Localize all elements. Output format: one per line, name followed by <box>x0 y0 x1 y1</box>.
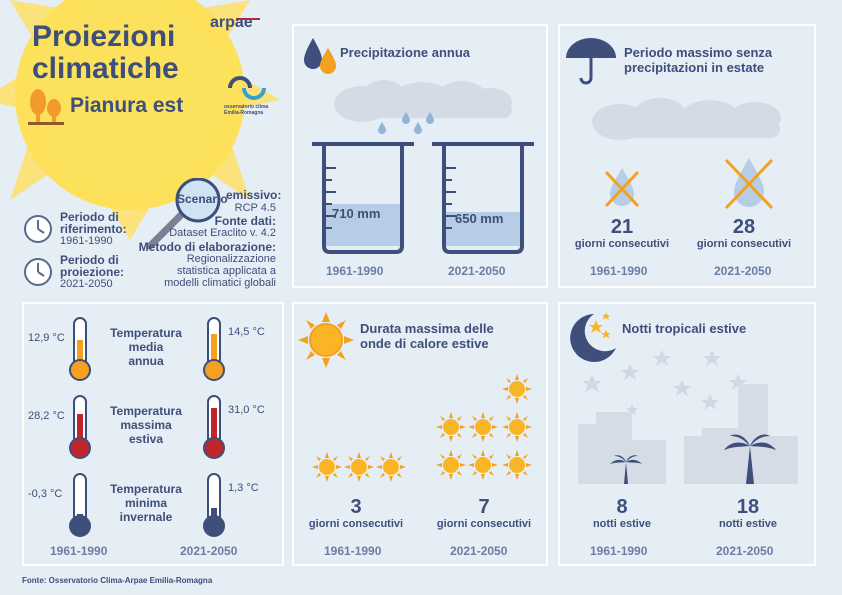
thermometer-icon <box>68 472 92 538</box>
trees-icon <box>26 86 66 128</box>
nights-year-2021: 2021-2050 <box>716 544 774 558</box>
sun-icon <box>468 450 498 485</box>
proj-label-1: Periodo di <box>60 253 119 267</box>
precip-value-2021: 650 mm <box>455 211 504 226</box>
no-drop-icon-2021 <box>722 156 776 212</box>
precip-value-1961: 710 mm <box>332 206 381 221</box>
scenario-badge: Scenario <box>177 192 228 206</box>
nights-value-2021: 18 <box>736 496 760 518</box>
sun-icon <box>376 452 406 487</box>
dry-unit-1961: giorni consecutivi <box>574 238 670 250</box>
temp-value-1961: -0,3 °C <box>28 488 63 500</box>
temp-label-2: media <box>128 340 164 354</box>
thermometer-icon <box>202 394 226 460</box>
temp-label-3: annua <box>128 354 164 368</box>
metodo-line2: statistica applicata a <box>176 265 276 277</box>
sun-icon <box>312 452 342 487</box>
footer-source: Fonte: Osservatorio Clima-Arpae Emilia-Romagna <box>22 576 213 585</box>
night-city-illustration <box>572 344 808 488</box>
dry-value-2021: 28 <box>732 216 756 238</box>
dry-unit-2021: giorni consecutivi <box>696 238 792 250</box>
nights-unit-2021: notti estive <box>718 518 778 530</box>
umbrella-icon <box>564 36 618 86</box>
osservatorio-logo-text: osservatorio clima Emilia-Romagna <box>224 104 269 116</box>
dry-year-2021: 2021-2050 <box>714 264 772 278</box>
heat-unit-2021: giorni consecutivi <box>436 518 532 530</box>
sun-icon <box>502 412 532 447</box>
temp-label-1: Temperatura <box>110 404 182 418</box>
temp-value-2021: 31,0 °C <box>228 404 265 416</box>
temp-value-2021: 1,3 °C <box>228 482 259 494</box>
temp-label-1: Temperatura <box>110 482 182 496</box>
heat-unit-1961: giorni consecutivi <box>308 518 404 530</box>
scenario-value: RCP 4.5 <box>234 202 276 214</box>
scenario-label: emissivo: <box>226 188 282 202</box>
nights-year-1961: 1961-1990 <box>590 544 648 558</box>
beaker-2021 <box>428 138 538 256</box>
heat-value-1961: 3 <box>350 496 362 518</box>
sun-icon <box>468 412 498 447</box>
precip-year-2021: 2021-2050 <box>448 264 506 278</box>
sun-icon <box>298 312 354 368</box>
rif-label-2: riferimento: <box>60 222 127 236</box>
temp-label-3: estiva <box>128 432 164 446</box>
temp-label-2: massima <box>120 418 172 432</box>
temp-value-2021: 14,5 °C <box>228 326 265 338</box>
precip-year-1961: 1961-1990 <box>326 264 384 278</box>
fonte-label: Fonte dati: <box>214 214 276 228</box>
sun-icon <box>502 450 532 485</box>
temp-value-1961: 12,9 °C <box>28 332 65 344</box>
temp-year-2021: 2021-2050 <box>180 544 238 558</box>
drops-icon <box>300 34 340 78</box>
metodo-line3: modelli climatici globali <box>164 277 276 289</box>
metodo-line1: Regionalizzazione <box>186 253 276 265</box>
no-drop-icon-1961 <box>602 166 642 210</box>
cloud-icon-2 <box>580 96 800 150</box>
thermometer-icon <box>68 394 92 460</box>
nights-value-1961: 8 <box>616 496 628 518</box>
metodo-label: Metodo di elaborazione: <box>138 240 276 254</box>
fonte-value: Dataset Eraclito v. 4.2 <box>169 227 276 239</box>
dry-value-1961: 21 <box>610 216 634 238</box>
cloud-icon <box>322 78 522 138</box>
sun-icon <box>344 452 374 487</box>
thermometer-icon <box>202 316 226 382</box>
rif-value: 1961-1990 <box>60 235 113 247</box>
dry-year-1961: 1961-1990 <box>590 264 648 278</box>
heat-title-2: onde di calore estive <box>360 336 489 351</box>
nights-unit-1961: notti estive <box>592 518 652 530</box>
precip-title: Precipitazione annua <box>340 45 471 60</box>
nights-title: Notti tropicali estive <box>622 321 747 336</box>
arpae-logo-text: arpae <box>210 14 253 31</box>
title-line1: Proiezioni <box>32 20 176 53</box>
heat-year-1961: 1961-1990 <box>324 544 382 558</box>
rif-label-1: Periodo di <box>60 210 119 224</box>
sun-icon <box>502 374 532 409</box>
temp-label-2: minima <box>124 496 167 510</box>
title-line2: climatiche <box>32 52 179 85</box>
sun-icon <box>436 412 466 447</box>
proj-value: 2021-2050 <box>60 278 113 290</box>
dry-title-1: Periodo massimo senza <box>624 45 773 60</box>
heat-value-2021: 7 <box>478 496 490 518</box>
subtitle: Pianura est <box>70 94 184 117</box>
heat-title-1: Durata massima delle <box>360 321 494 336</box>
temp-year-1961: 1961-1990 <box>50 544 108 558</box>
beaker-1961 <box>308 138 418 256</box>
proj-label-2: proiezione: <box>60 265 125 279</box>
arpae-logo <box>210 14 266 31</box>
dry-title-2: precipitazioni in estate <box>624 60 765 75</box>
clock-icon <box>22 213 54 245</box>
thermometer-icon <box>68 316 92 382</box>
heat-year-2021: 2021-2050 <box>450 544 508 558</box>
thermometer-icon <box>202 472 226 538</box>
sun-icon <box>436 450 466 485</box>
temp-label-1: Temperatura <box>110 326 182 340</box>
osservatorio-logo-icon <box>226 74 266 102</box>
clock-icon-2 <box>22 256 54 288</box>
temp-value-1961: 28,2 °C <box>28 410 65 422</box>
temp-label-3: invernale <box>119 510 173 524</box>
